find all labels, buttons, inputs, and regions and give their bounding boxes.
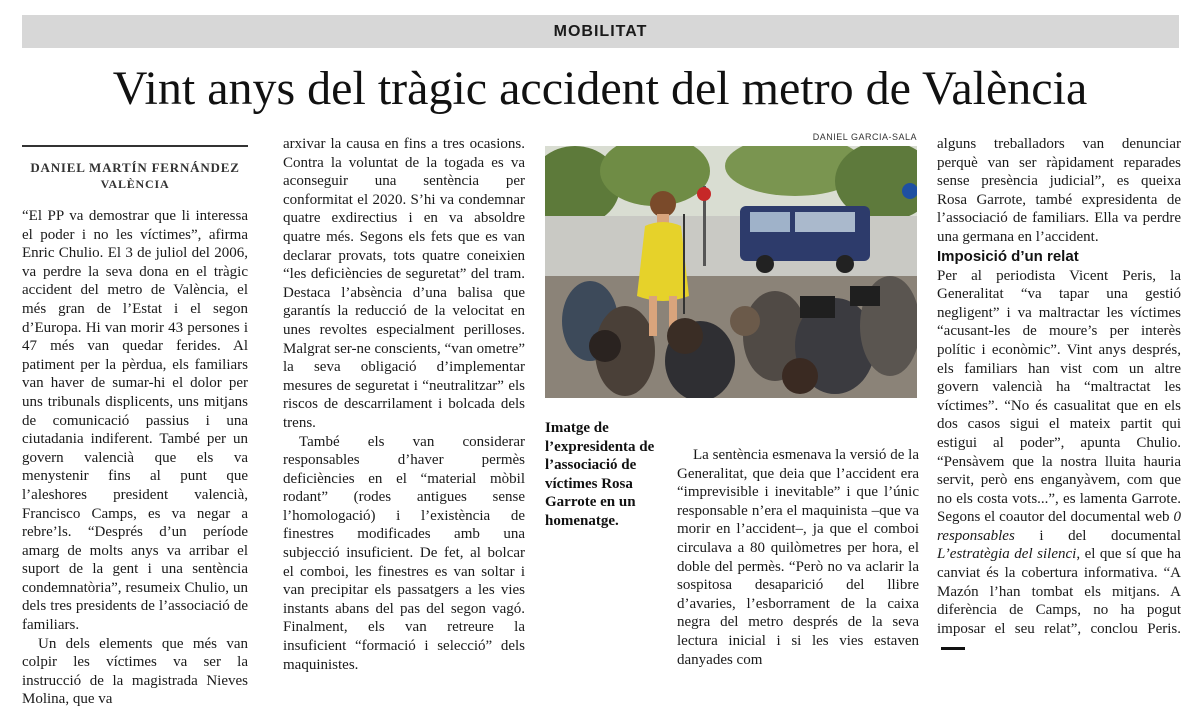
- byline-author: DANIEL MARTÍN FERNÁNDEZ: [30, 160, 240, 175]
- byline-place: VALÈNCIA: [100, 177, 170, 191]
- paragraph: alguns treballadors van denunciar perquè van ser ràpidament reparades sense presència judicial”, es queixa Rosa Garrote, també expresidenta de l’associació de familiars. Ella va perdre una germana en l’accident.: [937, 136, 1181, 245]
- paragraph: arxivar la causa en fins a tres ocasions. Contra la voluntat de la togada es va aconseguir una sentència per conformitat el 2020. S’hi va condemnar quatre exdirectius i en va absoldre quatre més. Segons els fets que es van declarar provats, tots quatre coneixien “les deficiències de seguretat” del tram. Destaca l’absència d’una balisa que garantís la reducció de la velocitat en unes revoltes especialment perilloses. Malgrat ser-ne conscients, “van ometre” la seva obligació d’implementar mesures de seguretat i “neutralitzar” els riscos de descarrilament i bolcada dels trens.: [283, 136, 525, 431]
- subheading: Imposició d’un relat: [937, 247, 1079, 265]
- article-column-3: [677, 446, 919, 669]
- paragraph: “El PP va demostrar que li interessa el poder i no les víctimes”, afirma Enric Chulio. El 3 de juliol del 2006, va perdre la seva dona en el tràgic accident del metro de València, el més gran de l’Estat i el segon d’Europa. Hi van morir 43 persones i 47 més van quedar ferides. Al patiment per la pèrdua, els familiars van haver de sumar-hi el dolor per uns tribunals displicents, uns mitjans de comunicació passius i una ciutadania indiferent. També per un govern valencià que els va menystenir fins al punt que l’aleshores president valencià, Francisco Camps, es va negar a rebre’ls. “Després d’un període amarg de molts anys va arribar el suport de la gent i una sentència condemnatòria”, resumeix Chulio, un dels tres presidents de l’associació de familiars.: [22, 208, 248, 634]
- headline: Vint anys del tràgic accident del metro de València: [112, 62, 1088, 115]
- section-bar: [22, 15, 1179, 48]
- paragraph: També els van considerar responsables d’haver permès deficiències en el “material mòbil rodant” (rodes antigues sense l’homologació) i l’existència de finestres modificades amb una subjecció insuficient. De fet, al bolcar el comboi, les finestres es van soltar i van precipitar els passatgers a les vies instants abans del pas del segon vagó. Finalment, els van retreure la insuficient “formació i selecció” dels maquinistes.: [283, 433, 525, 673]
- photo-illustration: [545, 146, 917, 398]
- article-column-1: [22, 207, 248, 709]
- paragraph-text: i del documental: [1039, 527, 1182, 544]
- paragraph-text: , el que sí que ha canviat és la cobertura informativa. “A Mazón l’han tombat els mitjans. A diferència de Camps, no ha pogut imposar el seu relat”, conclou Peris.: [937, 546, 1181, 637]
- photo-caption: Imatge de l’expresidenta de l’associació de víctimes Rosa Garrote en un homenatge.: [545, 420, 655, 529]
- article-column-2: [283, 135, 525, 674]
- article-column-4: [937, 135, 1181, 657]
- byline: [22, 145, 248, 193]
- article-photo: [545, 146, 917, 398]
- paragraph-text: Per al periodista Vicent Peris, la Generalitat “va tapar una gestió negligent” i va maltractar les víctimes “acusant-les de moure’s per interès polític i econòmic”. Vint anys després, els familiars han vist com un altre govern valencià ha “maltractat les víctimes”. “No és casualitat que en els dos casos sigui el mateix partit qui estigui al poder”, apunta Chulio. “Pensàvem que la nostra lluita hauria servit, però ens enganyàvem, com que no els costa vots...”, es lamenta Garrote. Segons el coautor del documental web: [937, 267, 1181, 526]
- paragraph: La sentència esmenava la versió de la Generalitat, que deia que l’accident era “imprevisible i inevitable” i que l’únic responsable n’era el maquinista –que va morir en l’accident–, ja que el comboi circulava a 80 quilòmetres per hora, el doble del permès. “Però no va aclarir la sospitosa desaparició del llibre d’avaries, l’esborrament de la caixa negra del metro després de la seva lectura inicial i si les vies estaven danyades com: [677, 447, 919, 668]
- section-label: MOBILITAT: [553, 22, 648, 40]
- photo-credit: DANIEL GARCIA-SALA: [812, 132, 917, 142]
- paragraph: Un dels elements que més van colpir les víctimes va ser la instrucció de la magistrada Nieves Molina, que va: [22, 635, 248, 708]
- documentary-title: L’estratègia del silenci: [937, 546, 1077, 563]
- end-mark: [941, 647, 965, 650]
- paragraph: [937, 267, 1181, 657]
- documentary-title: 0 responsables: [937, 509, 1181, 544]
